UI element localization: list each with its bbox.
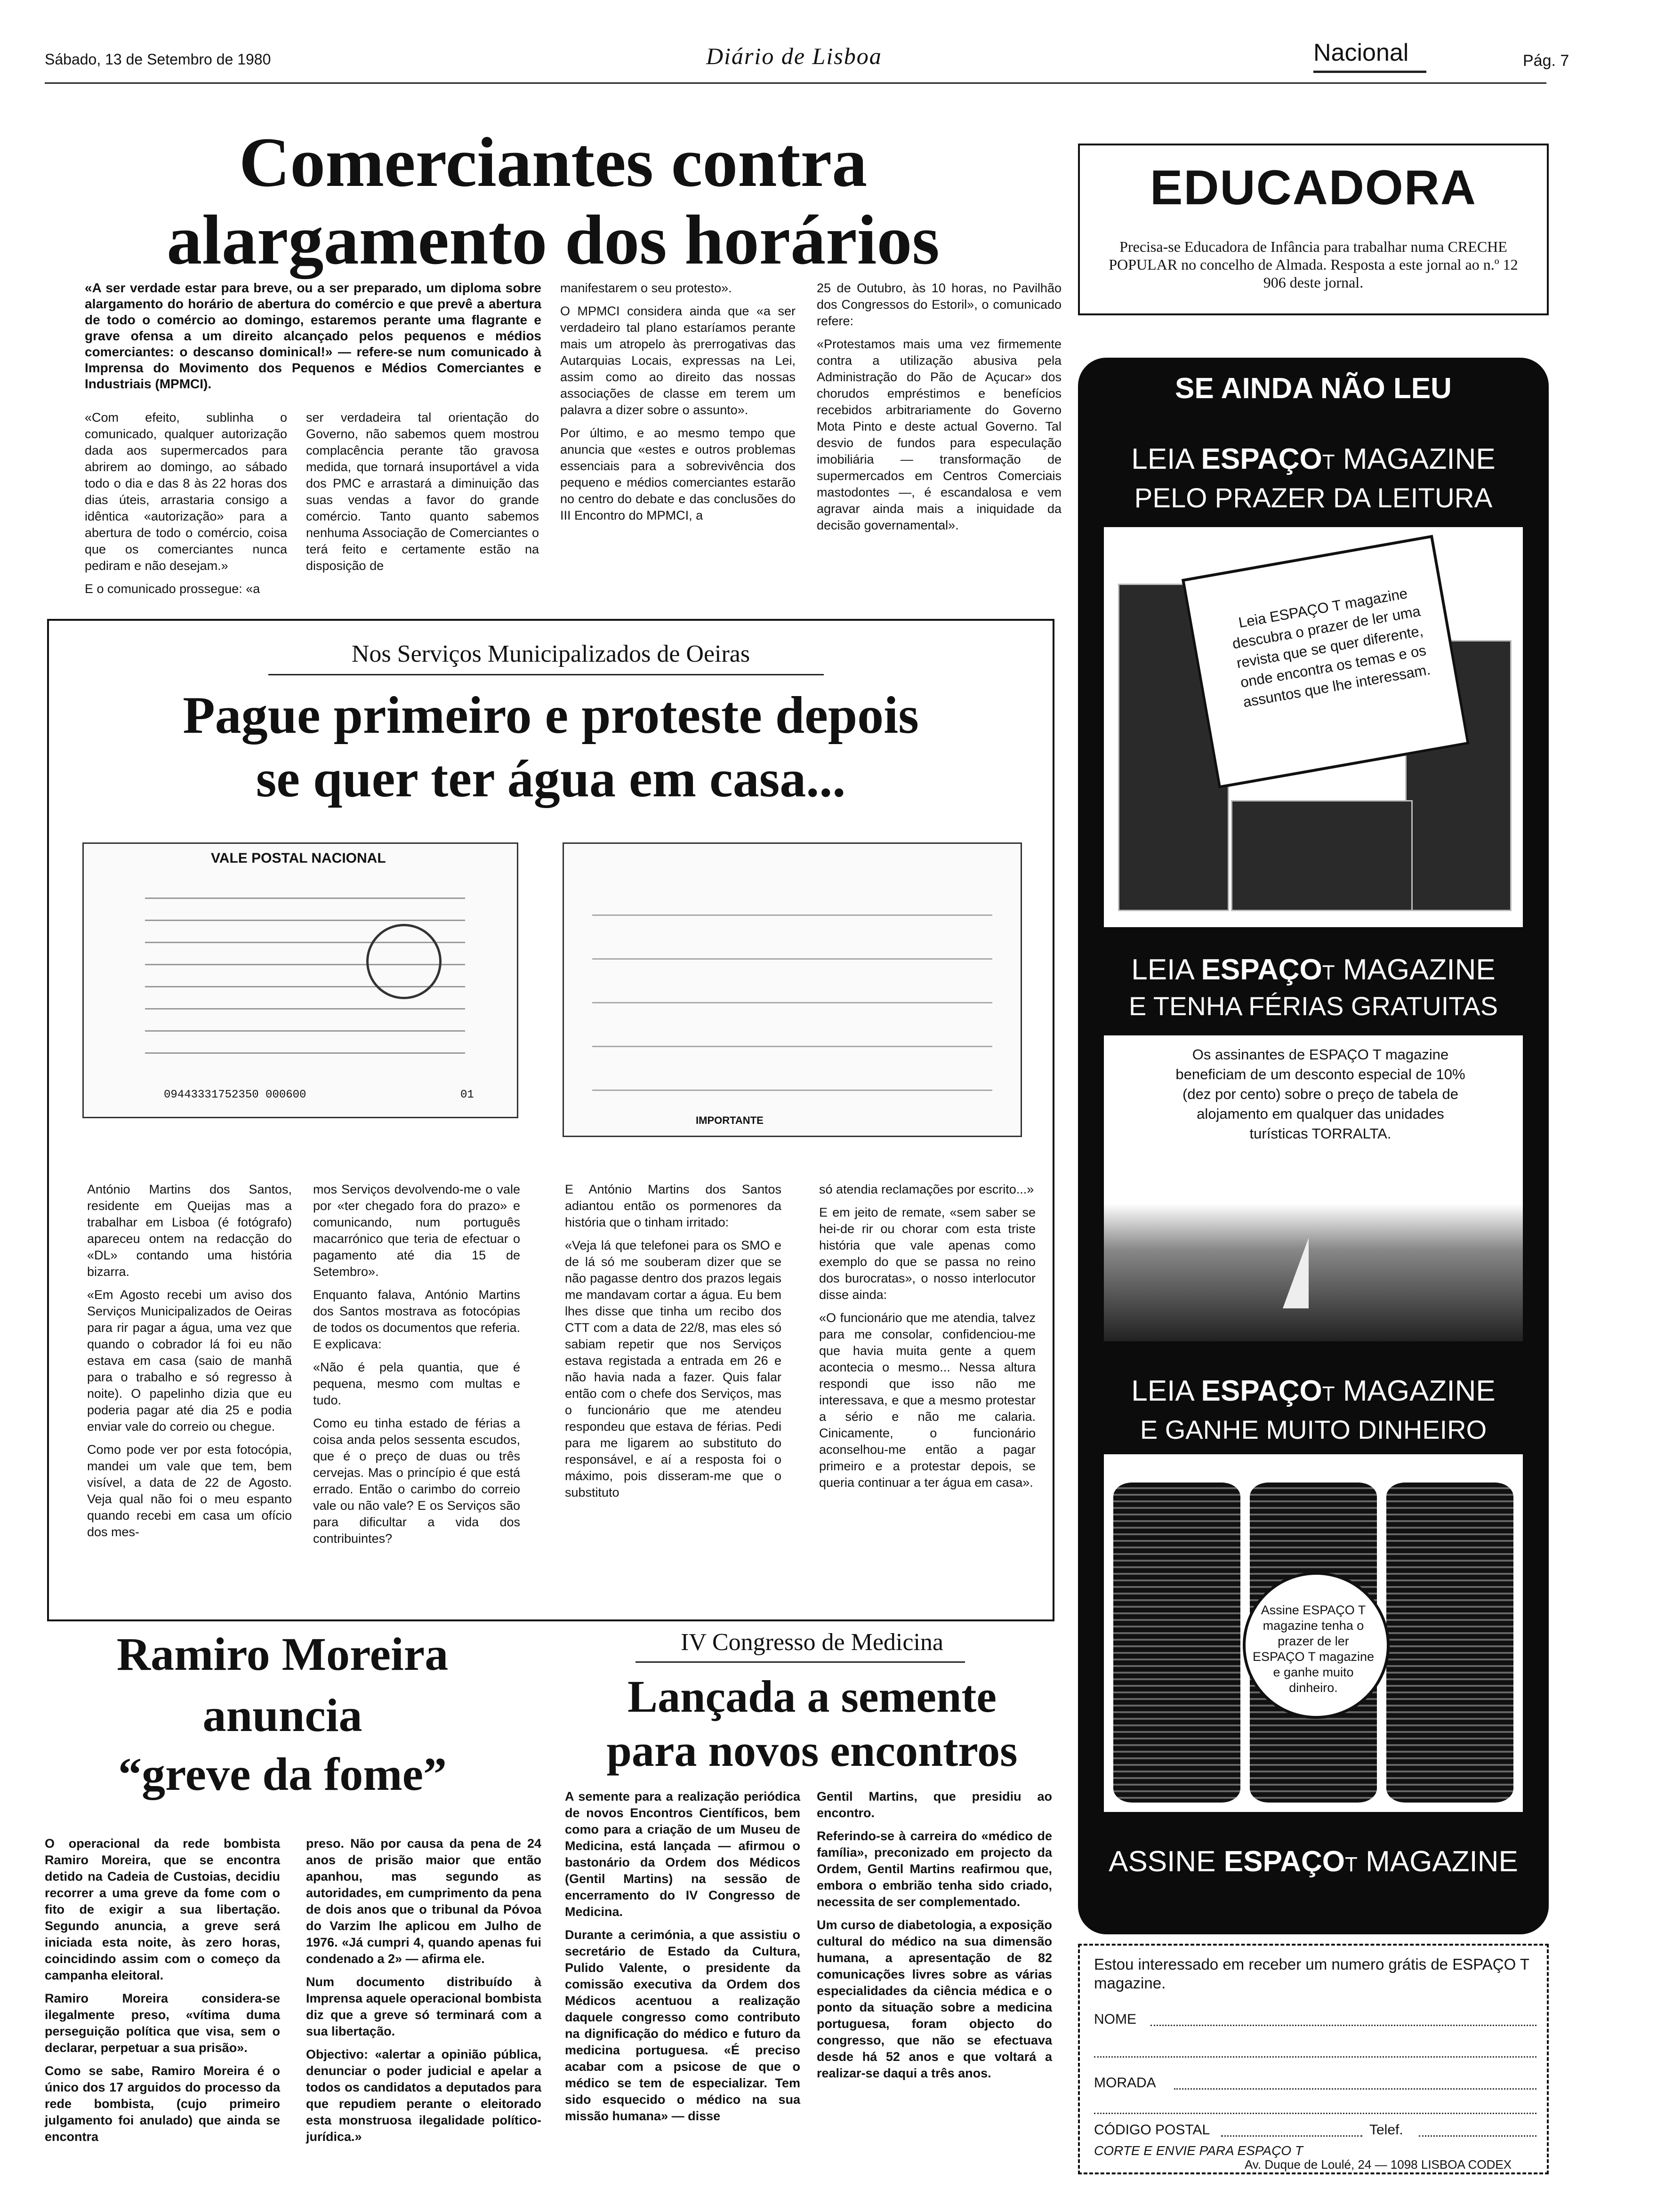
article3-col1-p1: O operacional da rede bombista Ramiro Moreira, que se encontra detido na Cadeia de Custoias, decidiu recorrer a uma greve da fome com o fito de exigir a sua libertação. Segundo anuncia, a greve será iniciada esta noite, às zero horas, coincidindo assim com o começo da campanha eleitoral. [45, 1836, 280, 1982]
article3-col2-p2: Num documento distribuído à Imprensa aquele operacional bombista diz que a greve só terminará com a sua libertação. [306, 1975, 541, 2038]
ad-tagline-2: E TENHA FÉRIAS GRATUITAS [1128, 991, 1498, 1021]
header-rule [45, 82, 1546, 84]
article4-col1-p1: A semente para a realização periódica de novos Encontros Científicos, bem como para a criação de um Museu de Medicina, está lançada — afirmou o bastonário da Ordem dos Médicos (Gentil Martins) na sessão de encerramento do IV Congresso de Medicina. [565, 1789, 800, 1919]
coupon-field-cp[interactable] [1221, 2135, 1362, 2137]
article2-col2-p1: mos Serviços devolvendo-me o vale por «ter chegado fora do prazo» e comunicando, num português macarrónico que teria de efectuar o pagamento até dia 15 de Setembro». [313, 1182, 520, 1279]
ad-brand-line-3 [1078, 1374, 1549, 1408]
article2-col2-p4: Como eu tinha estado de férias a coisa anda pelos sessenta escudos, que é o preço de duas ou três cervejas. Mas o princípio é que está errado. Então o carimbo do correio vale ou não vale? E os Serviços são para dificultar a vida dos contribuintes? [313, 1416, 520, 1546]
postal-order-back-lines [592, 872, 992, 1093]
article4-col1 [565, 1788, 800, 2131]
section-name: Nacional [1313, 39, 1409, 66]
postal-order-number-end: 01 [460, 1089, 474, 1101]
sailboat-icon [1283, 1238, 1309, 1308]
coupon-label-cp: CÓDIGO POSTAL [1094, 2122, 1210, 2138]
postal-stamp [366, 924, 442, 999]
article1-headline-2: alargamento dos horários [167, 201, 940, 279]
article3-col1-p2: Ramiro Moreira considera-se ilegalmente preso, «vítima duma perseguição política que visa, sem o declarar, perpetuar a sua prisão». [45, 1991, 280, 2055]
article1-col1-p2: E o comunicado prossegue: «a [85, 582, 260, 596]
article2-kicker: Nos Serviços Municipalizados de Oeiras [351, 641, 750, 667]
classified-title: EDUCADORA [1150, 160, 1477, 215]
postal-order-number: 09443331752350 000600 [164, 1089, 306, 1101]
article4-col2-p2: Referindo-se à carreira do «médico de família», preconizado em projecto da Ordem, Gentil Martins reafirmou que, embora o embrião tenha sido criado, necessita de ser complementado. [817, 1829, 1052, 1909]
article2-col2-p2: Enquanto falava, António Martins dos Santos mostrava as fotocópias de todos os documentos que referia. E explicava: [313, 1288, 520, 1351]
article1-col2: ser verdadeira tal orientação do Governo, não sabemos quem mostrou complacência perante tão gravosa medida, que tornará insuportável a vida dos PMC e arrastará a diminuição das suas vendas a favor do grande comércio. Tanto quanto sabemos nenhuma Associação de Comerciantes o terá feito e certamente estão na disposição de [306, 410, 539, 573]
article1-col3-p1: manifestarem o seu protesto». [560, 281, 732, 295]
article4-col2-p3: Um curso de diabetologia, a exposição cultural do médico na sua dimensão humana, a apresentação de 82 comunicações livres sobre as várias especialidades da ciência médica e o ponto da situação sobre a medicina portuguesa, foram objecto do congresso, que não se efectuava desde há 52 anos e que voltará a realizar-se daqui a três anos. [817, 1918, 1052, 2080]
ad-magazine-4: MAGAZINE [1366, 1845, 1518, 1878]
postal-order-front [82, 842, 518, 1118]
article4-kicker-rule [635, 1661, 965, 1663]
ad-magazine-3: MAGAZINE [1343, 1375, 1496, 1407]
ad-brand-4: ESPAÇO [1223, 1845, 1345, 1878]
article1-col3 [560, 280, 796, 530]
coupon-field-morada[interactable] [1174, 2088, 1536, 2090]
article2-col3-p2: «Veja lá que telefonei para os SMO e de lá só me souberam dizer que se não pagasse dentro dos prazos legais me mandavam cortar a água. Eu bem lhes disse que tinha um recibo dos CTT com a data de 22/8, mas eles só sabiam repetir que nos Serviços estava registada a entrada em 26 e não havia nada a fazer. Quis falar então com o chefe dos Serviços, mas o funcionário que me atendeu respondeu que estava de férias. Pedi para me ligarem ao substituto do responsável, e aí a resposta foi o máximo, pois disseram-me que o substituto [565, 1238, 781, 1499]
article1-col4-p1: 25 de Outubro, às 10 horas, no Pavilhão dos Congressos do Estoril», o comunicado refere: [817, 281, 1062, 328]
article3-col1 [45, 1835, 280, 2152]
coupon-text: Estou interessado em receber um numero grátis de ESPAÇO T magazine. [1094, 1956, 1529, 1992]
book-stack-3 [1231, 800, 1413, 911]
ad-brand-1: ESPAÇO [1201, 443, 1322, 475]
article4-headline-2: para novos encontros [606, 1725, 1018, 1776]
ad-magazine-2: MAGAZINE [1343, 954, 1496, 986]
ad-top-line: SE AINDA NÃO LEU [1175, 372, 1452, 405]
article3-col2-p1: preso. Não por causa da pena de 24 anos de prisão maior que então apanhou, mas segundo as autoridades, em cumprimento da pena de dois anos que o tribunal da Póvoa do Varzim lhe aplicou em Julho de 1976. «Já cumpri 4, quando apenas fui condenado a 2» — afirma ele. [306, 1836, 541, 1966]
article2-headline-2: se quer ter água em casa... [256, 750, 846, 808]
article2-col1-p1: António Martins dos Santos, residente em Queijas mas a trabalhar em Lisboa (é fotógrafo) apareceu ontem na redacção do «DL» contando uma história bizarra. [87, 1182, 292, 1279]
article2-headline-1: Pague primeiro e proteste depois [183, 686, 919, 745]
ad-brand-line-2 [1078, 953, 1549, 986]
article4-headline-1: Lançada a semente [627, 1671, 997, 1722]
article3-col2-p3: Objectivo: «alertar a opinião pública, denunciar o poder judicial e apelar a todos os candidatos a deputados para que repudiem perante o eleitorado esta monstruosa ilegalidade político-jurídica.» [306, 2047, 541, 2144]
ad-brand-t-2: T [1322, 961, 1335, 984]
coupon-label-nome: NOME [1094, 2012, 1136, 2027]
article3-headline-2: anuncia [202, 1689, 362, 1741]
ad-brand-3: ESPAÇO [1201, 1375, 1322, 1407]
article2-col2 [313, 1181, 520, 1554]
ad-magazine-1: MAGAZINE [1343, 443, 1496, 475]
holiday-panel [1104, 1035, 1523, 1341]
article4-col2 [817, 1788, 1052, 2088]
magazine-ad [1078, 358, 1549, 1934]
article1-headline-1: Comerciantes contra [239, 123, 868, 201]
masthead: Diário de Lisboa [706, 43, 882, 69]
coupon-send-to: CORTE E ENVIE PARA ESPAÇO T [1094, 2143, 1303, 2158]
section-underline [1313, 71, 1426, 73]
ad-tagline-3: E GANHE MUITO DINHEIRO [1140, 1415, 1487, 1444]
article2-col4-p2: E em jeito de remate, «sem saber se hei-de rir ou chorar com esta triste história que vale apenas como exemplo do que se passa no reino dos burocratas», o nosso interlocutor disse ainda: [819, 1205, 1036, 1302]
article3-headline-3: “greve da fome” [118, 1748, 447, 1800]
postal-order-title: VALE POSTAL NACIONAL [211, 850, 386, 866]
coupon-field-tel[interactable] [1419, 2135, 1536, 2137]
book-text: Leia ESPAÇO T magazine descubra o prazer de ler uma revista que se quer diferente, onde encontra os temas e os assuntos que lhe interessam. [1231, 585, 1432, 711]
article4-col2-p1: Gentil Martins, que presidiu ao encontro. [817, 1789, 1052, 1820]
coupon-label-tel: Telef. [1369, 2122, 1403, 2138]
coupon-field-nome-2[interactable] [1094, 2056, 1536, 2058]
ad-assine: ASSINE [1109, 1845, 1216, 1878]
coins-panel [1104, 1454, 1523, 1812]
article1-col4 [817, 280, 1062, 540]
coupon [1078, 1944, 1549, 2174]
article2-col3-p1: E António Martins dos Santos adiantou então os pormenores da história que o tinham irritado: [565, 1182, 781, 1229]
article1-col4-p2: «Protestamos mais uma vez firmemente contra a utilização abusiva pela Administração do Pão de Açucar» dos chorudos empréstimos e benefícios recebidos arbitrariamente do Governo Mota Pinto e deste actual Governo. Tal desvio de fundos para especulação imobiliária — transformação de supermercados em Centros Comerciais mastodontes —, é escandalosa e vem agravar ainda mais a iniquidade da decisão governamental». [817, 337, 1062, 532]
header-date: Sábado, 13 de Setembro de 1980 [45, 51, 271, 68]
ad-leia-2: LEIA [1131, 954, 1193, 986]
coupon-field-nome[interactable] [1150, 2025, 1536, 2026]
ad-leia-3: LEIA [1131, 1375, 1193, 1407]
article3-headline-1: Ramiro Moreira [116, 1628, 449, 1680]
money-text: Assine ESPAÇO T magazine tenha o prazer de ler ESPAÇO T magazine e ganhe muito dinheiro. [1252, 1603, 1375, 1695]
article2-col4-p3: «O funcionário que me atendia, talvez para me consolar, confidenciou-me que havia muita gente a quem acontecia o mesmo... Nessa altura respondi que isso não me interessava, e que a mesmo protestar a sério e não me calaria. Cinicamente, o funcionário aconselhou-me então a pagar primeiro e a protestar depois, se queria continuar a ter água em casa». [819, 1311, 1036, 1490]
article3-col2 [306, 1835, 541, 2152]
ad-brand-line-4 [1078, 1845, 1549, 1878]
coupon-address: Av. Duque de Loulé, 24 — 1098 LISBOA CODEX [1245, 2157, 1512, 2172]
ad-brand-t-3: T [1322, 1382, 1335, 1405]
article2-col1-p2: «Em Agosto recebi um aviso dos Serviços Municipalizados de Oeiras para rir pagar a água, uma vez que quando o cobrador lá foi eu não estava em casa (saio de manhã para o trabalho e só regresso à noite). O papelinho dizia que eu poderia pagar até dia 25 e podia enviar vale do correio ou chegue. [87, 1288, 292, 1434]
article2-col2-p3: «Não é pela quantia, que é pequena, mesmo com multas e tudo. [313, 1360, 520, 1407]
classified-text: Precisa-se Educadora de Infância para trabalhar numa CRECHE POPULAR no concelho de Almada. Resposta a este jornal ao n.º 12 906 deste jornal. [1109, 238, 1518, 291]
article2-col3 [565, 1181, 781, 1507]
ad-brand-t-1: T [1322, 450, 1335, 473]
coin-stack-3 [1386, 1483, 1513, 1803]
coupon-label-morada: MORADA [1094, 2075, 1156, 2091]
coupon-field-morada-2[interactable] [1094, 2113, 1536, 2114]
article1-col1 [85, 409, 287, 604]
page-number: Pág. 7 [1523, 52, 1569, 70]
article3-col1-p3: Como se sabe, Ramiro Moreira é o único dos 17 arguidos do processo da rede bombista, (cujo primeiro julgamento foi anulado) que ainda se encontra [45, 2064, 280, 2144]
article4-col1-p2: Durante a cerimónia, a que assistiu o secretário de Estado da Cultura, Pulido Valente, o presidente da comissão executiva da Ordem dos Médicos acentuou a realização daquele congresso como contributo na dignificação do médico e futuro da medicina portuguesa. «É preciso acabar com a psicose de que o médico se tem de especializar. Tem sido esquecido o médico na sua missão humana» — disse [565, 1928, 800, 2123]
ad-tagline-1: PELO PRAZER DA LEITURA [1134, 483, 1493, 513]
article2-kicker-rule [268, 674, 824, 675]
article4-kicker: IV Congresso de Medicina [681, 1629, 943, 1656]
coin-stack-1 [1113, 1483, 1240, 1803]
ad-brand-2: ESPAÇO [1201, 954, 1322, 986]
article2-col4-p1: só atendia reclamações por escrito...» [819, 1182, 1034, 1196]
holiday-text: Os assinantes de ESPAÇO T magazine beneficiam de um desconto especial de 10% (dez por cento) sobre o preço de tabela de alojamento em qualquer das unidades turísticas TORRALTA. [1175, 1046, 1465, 1142]
article2-col1 [87, 1181, 292, 1547]
postal-order-back [563, 842, 1022, 1137]
ad-leia-1: LEIA [1131, 443, 1193, 475]
books-panel [1104, 527, 1523, 927]
article1-col3-p3: Por último, e ao mesmo tempo que anuncia que «estes e outros problemas essenciais para a sobrevivência dos pequeno e médios comerciantes estarão no centro do debate e das conclusões do III Encontro do MPMCI, a [560, 426, 796, 522]
ad-brand-line-1 [1078, 442, 1549, 476]
article2-col1-p3: Como pode ver por esta fotocópia, mandei um vale que tem, bem visível, a data de 22 de Agosto. Veja qual não foi o meu espanto quando recebi em casa um ofício dos mes- [87, 1443, 292, 1539]
article2-col4 [819, 1181, 1036, 1498]
article1-col1-p1: «Com efeito, sublinha o comunicado, qualquer autorização dada aos supermercados para abrirem ao domingo, ao sábado todo o dia e das 8 às 22 horas dos dias úteis, arrastaria consigo a idêntica «autorização» para a abertura de todo o comércio, coisa que os comerciantes nunca pediram e não desejam.» [85, 410, 287, 573]
article1-lead: «A ser verdade estar para breve, ou a ser preparado, um diploma sobre alargamento do horário de abertura do comércio e que prevê a abertura de todo o comércio ao domingo, estaremos perante uma flagrante e grave ofensa a um direito alcançado pelos pequenos e médios comerciantes: o descanso dominical!» — refere-se num comunicado à Imprensa do Movimento dos Pequenos e Médios Comerciantes e Industriais (MPMCI). [85, 281, 541, 391]
postal-order-back-label: IMPORTANTE [696, 1114, 764, 1126]
article1-col3-p2: O MPMCI considera ainda que «a ser verdadeiro tal plano estaríamos perante mais um atropelo às prerrogativas das Autarquias Locais, expressas na Lei, assim como ao direito das nossas associações de classe em terem um palavra a dizer sobre o assunto». [560, 304, 796, 417]
ad-brand-t-4: T [1344, 1853, 1358, 1876]
